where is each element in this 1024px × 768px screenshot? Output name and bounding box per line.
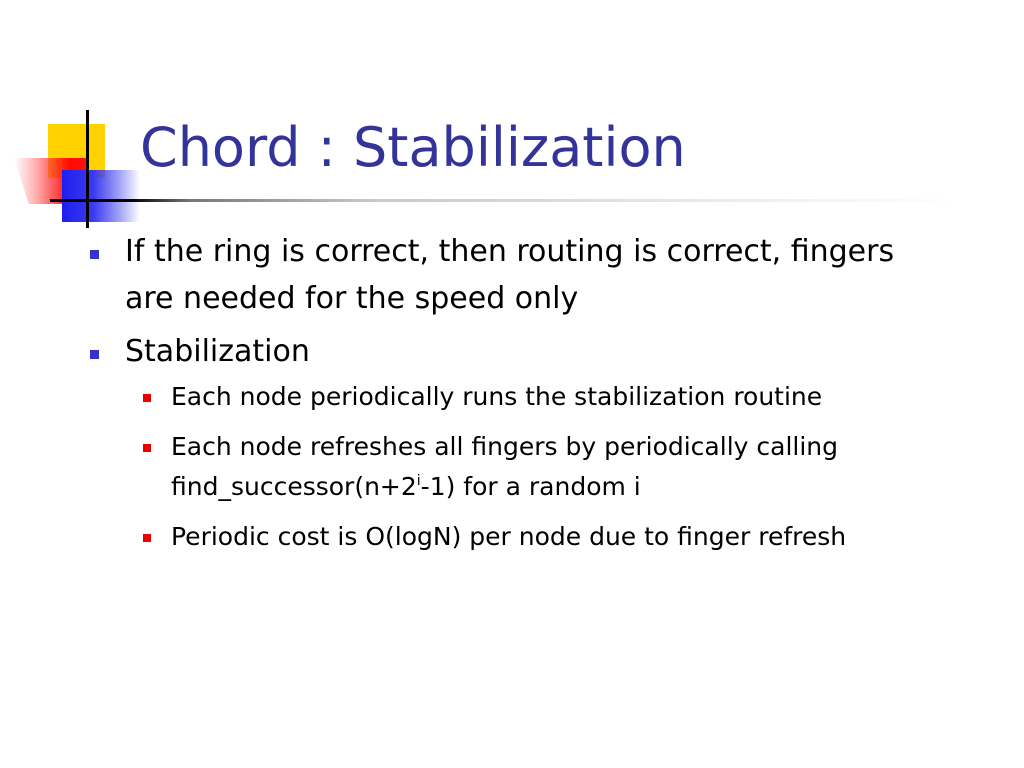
square-bullet-icon (143, 444, 151, 452)
logo-vertical-line (86, 110, 89, 228)
square-bullet-icon (143, 534, 151, 542)
sub-bullet-item (125, 517, 946, 557)
logo-yellow-square (48, 124, 105, 178)
logo-red-square (14, 158, 88, 204)
square-bullet-icon (90, 350, 99, 359)
bullet-item (86, 328, 946, 557)
sub-bullet-text: Each node periodically runs the stabilization routine (171, 382, 823, 411)
slide-title: Chord : Stabilization (140, 116, 686, 179)
title-underline (50, 199, 960, 202)
sub-bullet-list (125, 377, 946, 557)
superscript-i: i (416, 473, 421, 489)
sub-bullet-text-end: -1) for a random i (420, 472, 641, 501)
bullet-text: Stabilization (125, 334, 310, 369)
sub-bullet-item (125, 377, 946, 417)
sub-bullet-text-start: Each node refreshes all fingers by periodically calling find_successor(n+2 (171, 432, 838, 501)
slide-body (86, 228, 946, 567)
square-bullet-icon (143, 394, 151, 402)
sub-bullet-item (125, 427, 946, 507)
bullet-list (86, 228, 946, 557)
sub-bullet-text: Periodic cost is O(logN) per node due to finger refresh (171, 522, 847, 551)
bullet-text: If the ring is correct, then routing is correct, fingers are needed for the speed only (125, 234, 895, 316)
logo-blue-square (62, 170, 140, 222)
bullet-item (86, 228, 946, 322)
square-bullet-icon (90, 250, 99, 259)
